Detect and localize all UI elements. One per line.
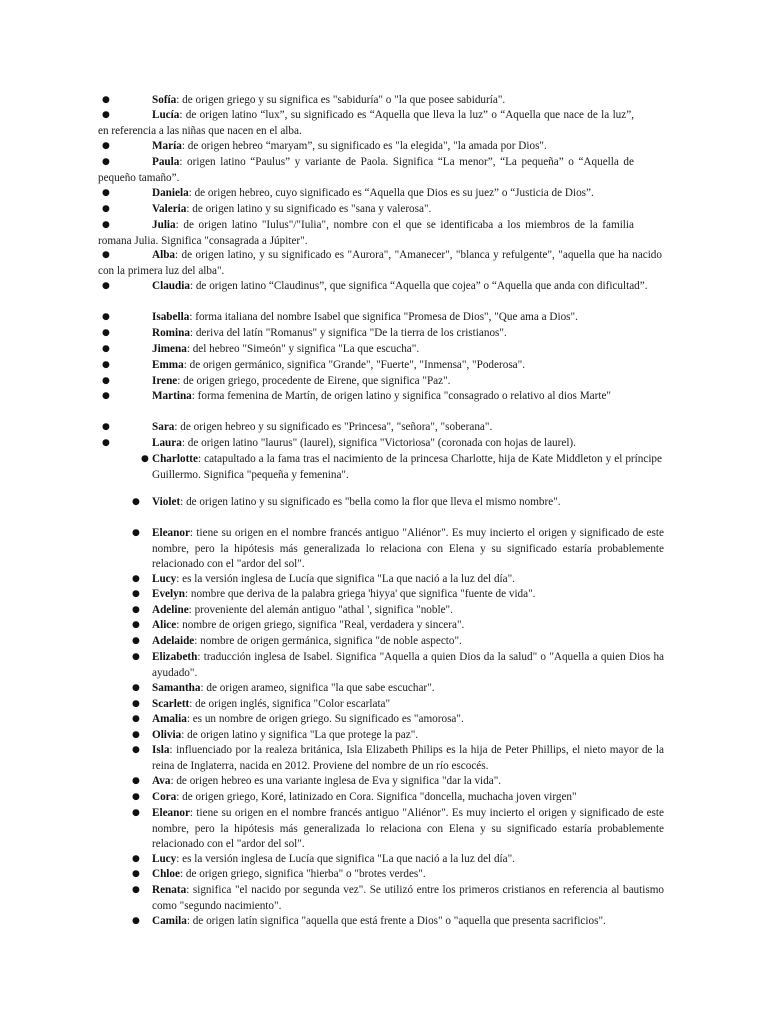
- name-term: Cora: [152, 791, 177, 803]
- list-item: [132, 603, 664, 619]
- bullet-icon: ●: [102, 141, 110, 151]
- bullet-icon: ●: [132, 854, 140, 864]
- list-item: [102, 93, 661, 109]
- list-item: [132, 712, 664, 728]
- name-description: : de origen latino "laurus" (laurel), significa "Victoriosa" (coronada con hojas de laurel).: [181, 437, 576, 449]
- list-item: [102, 374, 661, 390]
- name-description: : de origen latino y su significado es "sana y valerosa".: [186, 203, 432, 215]
- list-item: [132, 852, 664, 868]
- name-term: Lucy: [152, 573, 177, 585]
- name-term: Charlotte: [152, 453, 198, 465]
- name-description: : nombre que deriva de la palabra griega 'hiyya' que significa "fuente de vida".: [184, 588, 536, 600]
- name-term: Sara: [152, 421, 175, 433]
- list-item: [98, 279, 662, 295]
- name-description: : catapultado a la fama tras el nacimiento de la princesa Charlotte, hija de Kate Middleton y el príncipe Guillermo. Significa "pequeña y femenina".: [152, 453, 662, 481]
- name-term: Olivia: [152, 729, 182, 741]
- name-description: : de origen griego, Koré, latinizado en Cora. Significa "doncella, muchacha joven virgen": [176, 791, 577, 803]
- list-item: [132, 681, 664, 697]
- list-item: [102, 310, 661, 326]
- name-description: : traducción inglesa de Isabel. Significa "Aquella a quien Dios da la salud" o "Aquella a quien Dios ha ayudado".: [152, 651, 664, 679]
- name-term: Renata: [152, 884, 187, 896]
- bullet-icon: ●: [132, 699, 140, 709]
- bullet-icon: ●: [102, 312, 110, 322]
- name-term: Paula: [152, 156, 180, 168]
- name-description: : forma femenina de Martín, de origen latino y significa "consagrado o relativo al dios Marte": [191, 390, 611, 402]
- name-term: Chloe: [152, 868, 180, 880]
- name-description: : de origen latino “Claudinus”, que significa “Aquella que cojea” o “Aquella que anda con dificultad”.: [189, 280, 648, 292]
- list-item: [98, 155, 634, 186]
- name-description: : es la versión inglesa de Lucía que significa "La que nació a la luz del día".: [176, 573, 515, 585]
- bullet-icon: ●: [102, 95, 110, 105]
- name-description: : de origen latino “lux”, su significado es “Aquella que lleva la luz” o “Aquella que nace de la luz”, en referencia a las niñas que nacen en el alba.: [98, 109, 634, 137]
- list-item: [132, 650, 664, 681]
- name-description: : nombre de origen griego, significa "Real, verdadera y sincera".: [176, 619, 465, 631]
- name-term: Violet: [152, 496, 181, 508]
- name-description: : de origen hebreo, cuyo significado es “Aquella que Dios es su juez” o “Justicia de Dios”.: [188, 187, 594, 199]
- bullet-icon: ●: [102, 281, 110, 291]
- bullet-icon: ●: [132, 869, 140, 879]
- bullet-icon: ●: [102, 110, 110, 120]
- name-term: Ava: [152, 775, 171, 787]
- name-term: Lucy: [152, 853, 177, 865]
- name-term: Adelaide: [152, 635, 195, 647]
- bullet-icon: ●: [132, 776, 140, 786]
- name-description: : tiene su origen en el nombre francés antiguo "Aliénor". Es muy incierto el origen y significado de este nombre, pero la hipótesis más generalizada lo relaciona con Elena y su significado estaría probablemente relacionado con el "ardor del sol".: [152, 527, 664, 571]
- bullet-icon: ●: [102, 422, 110, 432]
- bullet-icon: ●: [132, 528, 140, 538]
- name-term: Laura: [152, 437, 182, 449]
- name-description: : de origen hebreo y su significado es "Princesa", "señora", "soberana".: [174, 421, 493, 433]
- list-item: [132, 806, 664, 853]
- name-description: : tiene su origen en el nombre francés antiguo "Aliénor". Es muy incierto el origen y significado de este nombre, pero la hipótesis más generalizada lo relaciona con Elena y su significado estaría probablemente relacionado con el "ardor del sol".: [152, 807, 664, 851]
- name-term: Eleanor: [152, 807, 190, 819]
- bullet-icon: ●: [132, 683, 140, 693]
- list-item: [132, 743, 664, 774]
- name-term: Claudia: [152, 280, 190, 292]
- name-term: Jimena: [152, 343, 187, 355]
- list-item: [132, 774, 664, 790]
- name-term: Valeria: [152, 203, 187, 215]
- name-description: : de origen germánico, significa "Grande", "Fuerte", "Inmensa", "Poderosa".: [183, 359, 525, 371]
- name-term: Romina: [152, 327, 190, 339]
- list-item: [102, 139, 661, 155]
- name-term: Daniela: [152, 187, 189, 199]
- bullet-icon: ●: [102, 250, 110, 260]
- name-term: Evelyn: [152, 588, 185, 600]
- name-term: Martina: [152, 390, 192, 402]
- list-item: [132, 634, 664, 650]
- bullet-icon: ●: [132, 620, 140, 630]
- name-description: : de origen arameo, significa "la que sabe escuchar".: [200, 682, 435, 694]
- list-item: [102, 420, 661, 436]
- bullet-icon: ●: [132, 885, 140, 895]
- bullet-icon: ●: [141, 454, 149, 464]
- list-item: [98, 389, 662, 405]
- list-item: [102, 358, 661, 374]
- name-description: : de origen latino y significa "La que protege la paz".: [181, 729, 419, 741]
- list-item: [132, 790, 664, 806]
- name-term: Alice: [152, 619, 177, 631]
- list-item: [102, 342, 661, 358]
- name-term: Isabella: [152, 311, 190, 323]
- name-description: : del hebreo "Simeón" y significa "La que escucha".: [186, 343, 420, 355]
- name-description: : nombre de origen germánica, significa "de noble aspecto".: [194, 635, 462, 647]
- list-item: [98, 108, 634, 139]
- name-description: : significa "el nacido por segunda vez". Se utilizó entre los primeros cristianos en referencia al bautismo como "segundo nacimiento".: [152, 884, 664, 912]
- name-term: Sofía: [152, 94, 177, 106]
- name-description: : deriva del latín "Romanus" y significa "De la tierra de los cristianos".: [189, 327, 507, 339]
- list-item: [132, 587, 664, 603]
- bullet-icon: ●: [102, 328, 110, 338]
- name-description: : de origen griego, significa "hierba" o "brotes verdes".: [179, 868, 426, 880]
- bullet-icon: ●: [102, 391, 110, 401]
- list-item: [132, 526, 664, 573]
- bullet-icon: ●: [102, 157, 110, 167]
- name-term: Irene: [152, 375, 178, 387]
- bullet-icon: ●: [102, 438, 110, 448]
- list-item: [98, 218, 634, 249]
- bullet-icon: ●: [132, 792, 140, 802]
- bullet-icon: ●: [102, 188, 110, 198]
- list-item: [102, 202, 661, 218]
- bullet-icon: ●: [102, 344, 110, 354]
- list-item: [132, 914, 664, 930]
- list-item: [102, 186, 661, 202]
- list-item: [132, 495, 664, 511]
- list-item: [102, 436, 661, 452]
- bullet-icon: ●: [102, 204, 110, 214]
- bullet-icon: ●: [132, 636, 140, 646]
- list-item: [132, 867, 664, 883]
- bullet-icon: ●: [132, 916, 140, 926]
- bullet-icon: ●: [132, 730, 140, 740]
- name-description: : de origen hebreo “maryam”, su significado es "la elegida", "la amada por Dios".: [181, 140, 547, 152]
- name-description: : de origen griego y su significa es "sabiduría" o "la que posee sabiduría".: [176, 94, 506, 106]
- name-description: : de origen latino, y su significado es "Aurora", "Amanecer", "blanca y refulgente", "aquella que ha nacido con la primera luz del alba".: [98, 249, 662, 277]
- name-term: Scarlett: [152, 698, 190, 710]
- name-term: Isla: [152, 744, 170, 756]
- name-term: María: [152, 140, 182, 152]
- name-description: : de origen latino "Iulus"/"Iulia", nombre con el que se identificaba a los miembros de la familia romana Julia. Significa "consagrada a Júpiter".: [98, 219, 634, 247]
- name-description: : origen latino “Paulus” y variante de Paola. Significa “La menor”, “La pequeña” o “Aquella de pequeño tamaño”.: [98, 156, 634, 184]
- bullet-icon: ●: [102, 376, 110, 386]
- bullet-icon: ●: [132, 574, 140, 584]
- name-description: : proveniente del alemán antiguo "athal ', significa "noble".: [188, 604, 453, 616]
- bullet-icon: ●: [132, 652, 140, 662]
- name-term: Lucía: [152, 109, 180, 121]
- name-description: : forma italiana del nombre Isabel que significa "Promesa de Dios", "Que ama a Dios".: [189, 311, 578, 323]
- name-term: Adeline: [152, 604, 189, 616]
- list-item: [132, 618, 664, 634]
- list-item: [132, 883, 664, 914]
- name-description: : de origen latino y su significado es "bella como la flor que lleva el mismo nombre".: [180, 496, 561, 508]
- bullet-icon: ●: [132, 808, 140, 818]
- list-item: [102, 326, 661, 342]
- name-description: : de origen hebreo es una variante inglesa de Eva y significa "dar la vida".: [170, 775, 502, 787]
- name-description: : es la versión inglesa de Lucía que significa "La que nació a la luz del día".: [176, 853, 515, 865]
- list-item: [132, 728, 664, 744]
- name-term: Eleanor: [152, 527, 190, 539]
- name-term: Samantha: [152, 682, 201, 694]
- name-term: Emma: [152, 359, 184, 371]
- name-description: : de origen griego, procedente de Eirene, que significa "Paz".: [177, 375, 451, 387]
- name-description: : es un nombre de origen griego. Su significado es "amorosa".: [186, 713, 464, 725]
- name-term: Alba: [152, 249, 176, 261]
- bullet-icon: ●: [132, 714, 140, 724]
- name-term: Camila: [152, 915, 187, 927]
- bullet-icon: ●: [102, 360, 110, 370]
- list-item: [98, 248, 662, 279]
- bullet-icon: ●: [132, 497, 140, 507]
- name-description: : de origen inglés, significa "Color escarlata": [189, 698, 391, 710]
- list-item: [132, 572, 664, 588]
- name-description: : de origen latín significa "aquella que está frente a Dios" o "aquella que presenta sacrificios".: [186, 915, 606, 927]
- bullet-icon: ●: [132, 589, 140, 599]
- bullet-icon: ●: [102, 220, 110, 230]
- bullet-icon: ●: [132, 745, 140, 755]
- list-item: [141, 452, 662, 483]
- name-term: Julia: [152, 219, 176, 231]
- bullet-icon: ●: [132, 605, 140, 615]
- list-item: [132, 697, 664, 713]
- name-term: Elizabeth: [152, 651, 198, 663]
- name-term: Amalia: [152, 713, 187, 725]
- name-description: : influenciado por la realeza británica, Isla Elizabeth Philips es la hija de Peter Phillips, el nieto mayor de la reina de Inglaterra, nacida en 2012. Proviene del nombre de un río escocés.: [152, 744, 664, 772]
